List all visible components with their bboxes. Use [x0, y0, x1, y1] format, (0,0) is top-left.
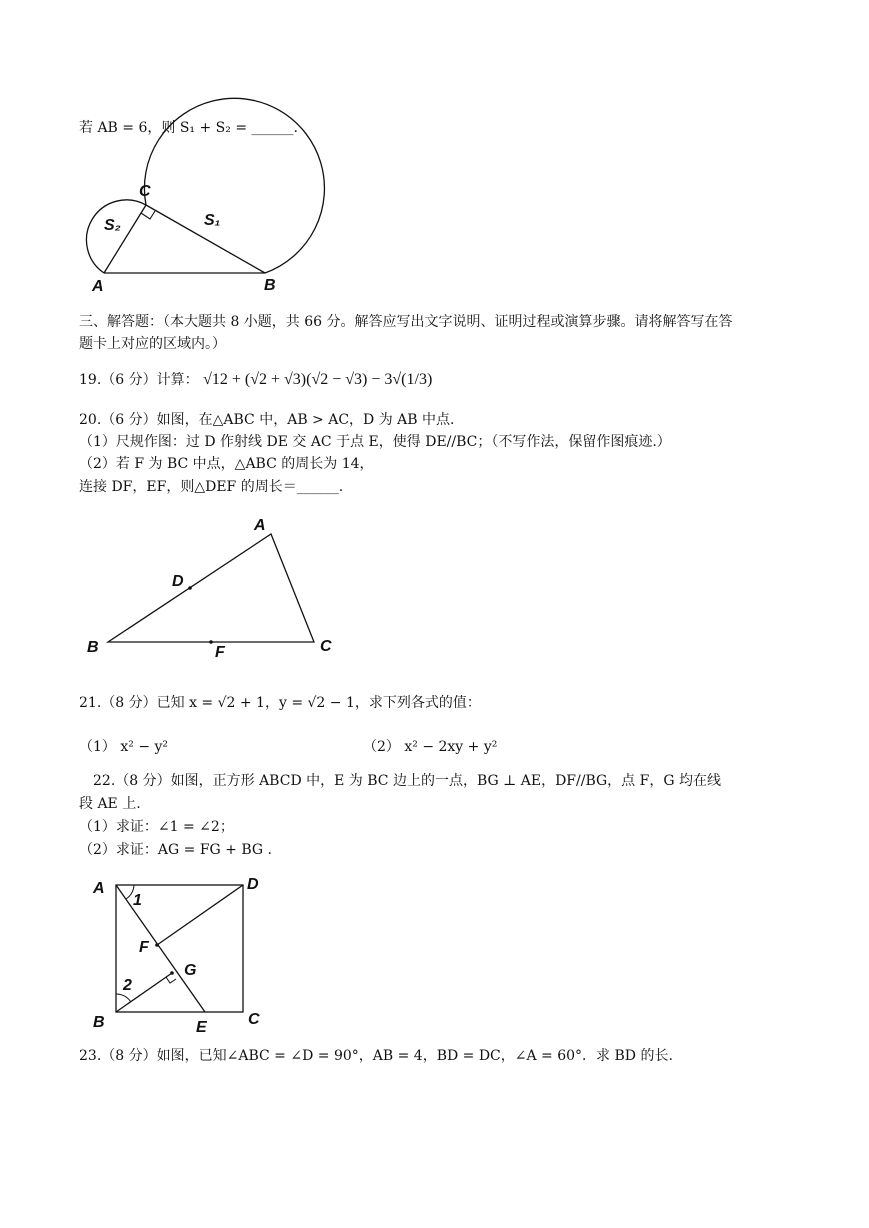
label-C: C	[320, 638, 332, 655]
q18-text: 若 AB = 6，则 S₁ + S₂ = ______.	[79, 120, 298, 136]
section3-line1: 三、解答题：（本大题共 8 小题，共 66 分。解答应写出文字说明、证明过程或演算步骤。请将解答写在答	[79, 314, 733, 330]
label-F: F	[215, 644, 225, 661]
q21-line1: 21.（8 分）已知 x = √2 + 1，y = √2 − 1，求下列各式的值：	[79, 695, 481, 711]
label-C: C	[248, 1011, 260, 1028]
q22-line4: （2）求证：AG = FG + BG .	[79, 842, 272, 858]
label-A: A	[254, 517, 266, 534]
label-E: E	[196, 1019, 207, 1036]
q19-label: 19.（6 分）计算：	[79, 372, 199, 388]
label-D: D	[247, 876, 259, 893]
q22-line1: 22.（8 分）如图，正方形 ABCD 中，E 为 BC 边上的一点，BG ⊥ AE，DF//BG，点 F，G 均在线	[93, 773, 721, 789]
q21-part2: （2） x² − 2xy + y²	[363, 739, 498, 755]
q23-line1: 23.（8 分）如图，已知∠ABC = ∠D = 90°，AB = 4，BD = DC，∠A = 60°．求 BD 的长.	[79, 1048, 673, 1064]
q19-expression: √12 + (√2 + √3)(√2 − √3) − 3√(1/3)	[203, 371, 433, 388]
q21-part1: （1） x² − y²	[79, 739, 169, 755]
q20-line4: 连接 DF，EF，则△DEF 的周长＝______.	[79, 479, 344, 495]
label-F: F	[139, 939, 149, 956]
label-D: D	[172, 573, 184, 590]
label-angle-1: 1	[133, 892, 142, 909]
label-S2: S₂	[104, 217, 121, 234]
label-B: B	[264, 277, 276, 294]
q22-line2: 段 AE 上.	[79, 796, 141, 812]
label-B: B	[87, 639, 99, 656]
label-C: C	[139, 183, 151, 200]
q22-line3: （1）求证：∠1 = ∠2；	[79, 819, 234, 835]
label-A: A	[93, 880, 105, 897]
label-angle-2: 2	[123, 977, 132, 994]
label-G: G	[184, 962, 197, 979]
label-S1: S₁	[204, 212, 221, 229]
q20-line2: （1）尺规作图：过 D 作射线 DE 交 AC 于点 E，使得 DE//BC；（不写作法，保留作图痕迹.）	[79, 434, 671, 450]
label-B: B	[93, 1014, 105, 1031]
q20-line3: （2）若 F 为 BC 中点，△ABC 的周长为 14，	[79, 456, 374, 472]
section3-line2: 题卡上对应的区域内。）	[79, 336, 226, 352]
q20-line1: 20.（6 分）如图，在△ABC 中，AB > AC，D 为 AB 中点.	[79, 412, 455, 428]
label-A: A	[92, 278, 104, 295]
